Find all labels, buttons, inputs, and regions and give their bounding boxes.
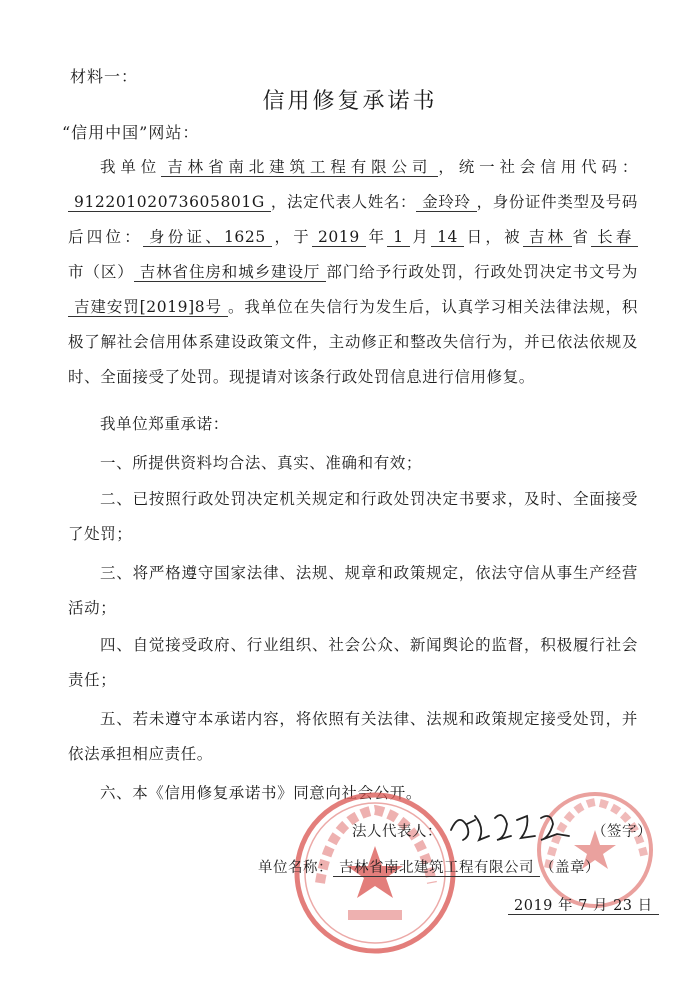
- year-field: 2019: [312, 228, 366, 247]
- text-segment: 部门给予行政处罚，行政处罚决定书文号为: [326, 263, 638, 281]
- id-info-field: 身份证、1625: [143, 228, 272, 247]
- sign-note: （签字）: [592, 824, 652, 840]
- seal-note: （盖章）: [540, 860, 600, 876]
- material-label: 材料一：: [70, 67, 139, 86]
- text-segment: 日，被: [464, 228, 523, 246]
- main-paragraph: [68, 150, 638, 395]
- month-field: 1: [387, 228, 409, 247]
- company-name-field: 吉林省南北建筑工程有限公司: [161, 158, 438, 177]
- text-segment: 月: [409, 228, 432, 246]
- text-segment: ，法定代表人姓名：: [270, 193, 417, 211]
- date-field: 2019 年 7 月 23 日: [508, 898, 659, 915]
- credit-code-field: 91220102073605801G: [68, 193, 271, 212]
- text-segment: 省: [572, 228, 592, 246]
- text-segment: 年: [365, 228, 388, 246]
- doc-number-field: 吉建安罚[2019]8号: [68, 298, 228, 317]
- pledge-item: 一、所提供资料均合法、真实、准确和有效；: [100, 454, 423, 472]
- text-segment: 市（区）: [68, 263, 134, 281]
- province-field: 吉林: [523, 228, 573, 247]
- addressee: “信用中国”网站：: [62, 123, 200, 142]
- department-field: 吉林省住房和城乡建设厅: [134, 263, 327, 282]
- day-field: 14: [431, 228, 464, 247]
- text-segment: 。我单位在失信行为发生后，认真学习相关法律法规，积极了解社会信用体系建设政策文件，主动修正和整改失信行为，并已依法依规及时、全面接受了处罚。现提请对该条行政处罚信息进行信用修复。: [68, 298, 638, 386]
- legal-rep-field: 金玲玲: [416, 193, 476, 212]
- legal-rep-sign-line: [352, 820, 652, 841]
- text-segment: ，于: [271, 228, 312, 246]
- pledge-item: 四、自觉接受政府、行业组织、社会公众、新闻舆论的监督，积极履行社会责任；: [68, 636, 638, 689]
- unit-name-line: [258, 856, 600, 877]
- pledge-intro: 我单位郑重承诺：: [100, 415, 229, 433]
- text-segment: ，统一社会信用代码：: [438, 158, 638, 176]
- text-segment: 我单位: [100, 158, 162, 176]
- pledge-item: 六、本《信用修复承诺书》同意向社会公开。: [100, 784, 423, 802]
- sign-date: [508, 894, 659, 915]
- unit-name-field: 吉林省南北建筑工程有限公司: [333, 860, 540, 877]
- pledge-item: 三、将严格遵守国家法律、法规、规章和政策规定，依法守信从事生产经营活动；: [68, 564, 638, 617]
- unit-label: 单位名称：: [258, 860, 333, 876]
- document-title: 信用修复承诺书: [262, 89, 438, 114]
- city-field: 长春: [591, 228, 638, 247]
- pledge-item: 二、已按照行政处罚决定机关规定和行政处罚决定书要求，及时、全面接受了处罚；: [68, 490, 638, 543]
- pledge-item: 五、若未遵守本承诺内容，将依照有关法律、法规和政策规定接受处罚，并依法承担相应责任。: [68, 710, 638, 763]
- legal-rep-label: 法人代表人：: [352, 824, 442, 840]
- text-segment: ，身份证件类型及号码后四位：: [68, 193, 638, 246]
